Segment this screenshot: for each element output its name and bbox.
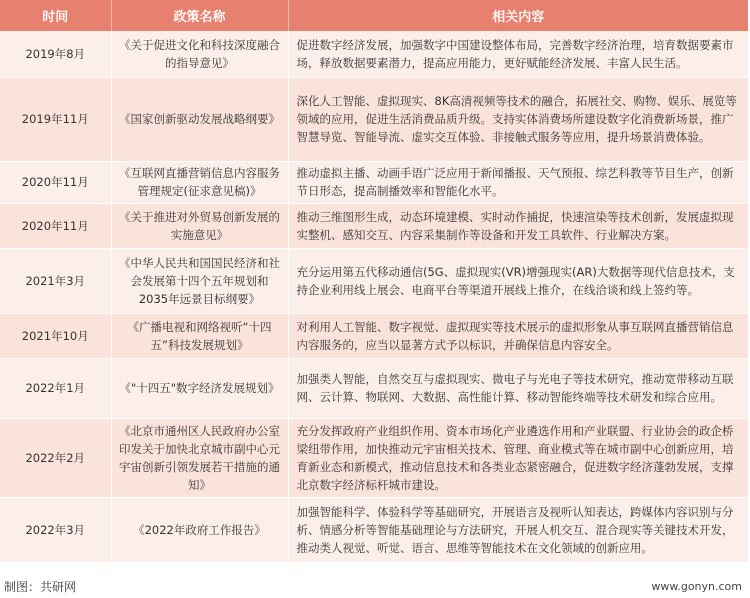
footer <box>0 576 750 598</box>
header-policy-name: 政策名称 <box>111 0 288 31</box>
cell-content: 推动三维图形生成，动态环境建模、实时动作捕捉，快速渲染等技术创新，发展虚拟现实整机、感知交互、内容采集制作等设备和开发工具软件、行业解决方案。 <box>288 203 748 248</box>
cell-content: 促进数字经济发展，加强数字中国建设整体布局，完善数字经济治理，培育数据要素市场，释放数据要素潜力，提高应用能力，更好赋能经济发展、丰富人民生活。 <box>288 31 748 77</box>
table-row <box>0 358 748 418</box>
table-row <box>0 418 748 497</box>
table-row <box>0 31 748 77</box>
cell-time: 2020年11月 <box>0 203 111 248</box>
cell-time: 2019年11月 <box>0 77 111 161</box>
cell-content: 充分发挥政府产业组织作用、资本市场化产业遴选作用和产业联盟、行业协会的政企桥梁纽带作用，加快推动元宇宙相关技术、管理、商业模式等在城市副中心创新应用，培育新业态和新模式，推动信息技术和各类业态紧密融合，促进数字经济蓬勃发展，支撑北京数字经济标杆城市建设。 <box>288 418 748 497</box>
cell-time: 2022年1月 <box>0 358 111 418</box>
cell-time: 2020年11月 <box>0 161 111 203</box>
cell-time: 2019年8月 <box>0 31 111 77</box>
header-time: 时间 <box>0 0 111 31</box>
table-row <box>0 77 748 161</box>
cell-content: 充分运用第五代移动通信(5G、虚拟现实(VR)增强现实(AR)大数据等现代信息技术，支持企业利用线上展会、电商平台等渠道开展线上推介，在线洽谈和线上签约等。 <box>288 248 748 313</box>
cell-policy-name: 《关于推进对外贸易创新发展的实施意见》 <box>111 203 288 248</box>
cell-time: 2021年3月 <box>0 248 111 313</box>
cell-policy-name: 《互联网直播营销信息内容服务管理规定(征求意见稿)》 <box>111 161 288 203</box>
cell-time: 2022年3月 <box>0 497 111 562</box>
cell-content: 加强类人智能，自然交互与虚拟现实、微电子与光电子等技术研究，推动宽带移动互联网、云计算、物联网、大数据、高性能计算、移动智能终端等技术研发和综合应用。 <box>288 358 748 418</box>
table-row <box>0 313 748 358</box>
cell-content: 对利用人工智能、数字视觉、虚拟现实等技术展示的虚拟形象从事互联网直播营销信息内容服务的，应当以显著方式予以标识，并确保信息内容安全。 <box>288 313 748 358</box>
site-url: www.gonyn.com <box>651 580 742 593</box>
cell-policy-name: 《中华人民共和国国民经济和社会发展第十四个五年规划和2035年远景目标纲要》 <box>111 248 288 313</box>
cell-content: 深化人工智能、虚拟现实、8K高清视频等技术的融合，拓展社交、购物、娱乐、展览等领域的应用，促进生活消费品质升级。支持实体消费场所建设数字化消费新场景，推广智慧导览、智能导流、虚实交互体验、非接触式服务等应用，提升场景消费体验。 <box>288 77 748 161</box>
cell-time: 2022年2月 <box>0 418 111 497</box>
cell-policy-name: 《2022年政府工作报告》 <box>111 497 288 562</box>
cell-policy-name: 《"十四五"数字经济发展规划》 <box>111 358 288 418</box>
chart-source: 制图：共研网 <box>4 580 77 594</box>
cell-content: 推动虚拟主播、动画手语广泛应用于新闻播报、天气预报、综艺科教等节目生产，创新节日形态，提高制播效率和智能化水平。 <box>288 161 748 203</box>
cell-policy-name: 《国家创新驱动发展战略纲要》 <box>111 77 288 161</box>
header-content: 相关内容 <box>288 0 748 31</box>
table-row <box>0 497 748 562</box>
cell-policy-name: 《关于促进文化和科技深度融合的指导意见》 <box>111 31 288 77</box>
cell-policy-name: 《北京市通州区人民政府办公室印发关于加快北京城市副中心元宇宙创新引领发展若干措施的通知》 <box>111 418 288 497</box>
table-row <box>0 248 748 313</box>
cell-content: 加强智能科学、体验科学等基础研究，开展语言及视听认知表达，跨媒体内容识别与分析、情感分析等智能基础理论与方法研究，开展人机交互、混合现实等关键技术开发，推动类人视觉、听觉、语言、思维等智能技术在文化领域的创新应用。 <box>288 497 748 562</box>
table-row <box>0 203 748 248</box>
cell-time: 2021年10月 <box>0 313 111 358</box>
table-header-row <box>0 0 748 31</box>
cell-policy-name: 《广播电视和网络视听“十四五”科技发展规划》 <box>111 313 288 358</box>
table-row <box>0 161 748 203</box>
